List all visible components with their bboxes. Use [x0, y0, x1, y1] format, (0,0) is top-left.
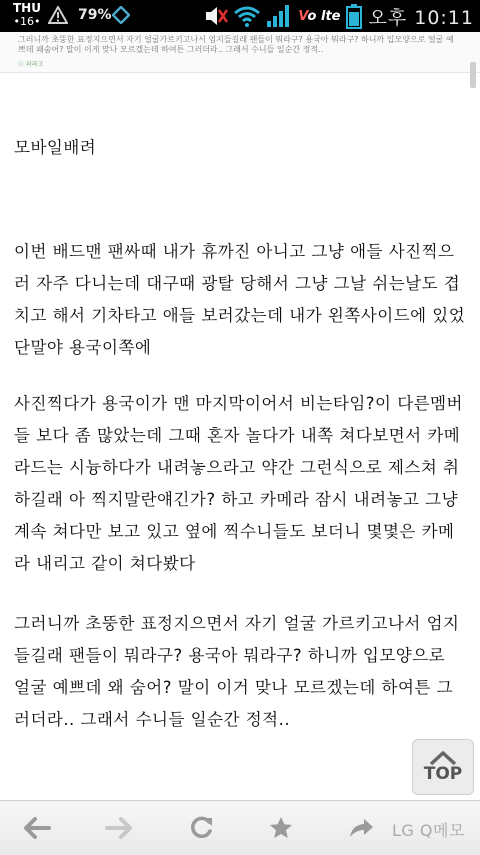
bookmark-star-icon: [268, 815, 294, 841]
article-title: 모바일배려: [14, 138, 97, 157]
network-type: [298, 9, 340, 24]
status-bar: [0, 0, 480, 32]
scroll-to-top-button[interactable]: [412, 739, 474, 795]
back-button[interactable]: [22, 813, 52, 843]
article-paragraph-2: 사진찍다가 용국이가 맨 마지막이어서 비는타임?이 다른멤버들 보다 좀 많았는데 그때 혼자 놀다가 내쪽 쳐다보면서 카메라드는 시늉하다가 내려놓으라고 약간 그런식으로 제스쳐 취하길래 아 찍지말란얘긴가? 하고 카메라 잠시 내려놓고 그냥 계속 쳐다만 보고 있고 옆에 찍수니들도 보더니 몇몇은 카메라 내리고 같이 쳐다봤다: [14, 394, 463, 573]
bookmark-button[interactable]: [266, 813, 296, 843]
back-arrow-icon: [23, 816, 51, 840]
wifi-icon: [234, 5, 260, 27]
warning-icon: [48, 6, 68, 24]
article-paragraph-1: 이번 배드맨 팬싸때 내가 휴까진 아니고 그냥 애들 사진찍으러 자주 다니는데 대구때 광탈 당해서 그냥 그날 쉬는날도 겹치고 해서 기차타고 애들 보러갔는데 내가 왼쪽사이드에 있었단말야 용국이쪽에: [14, 242, 466, 357]
preview-text: 그러니까 초뚱한 표정지으면서 자기 얼굴가르키고나서 엄지들길래 팬들이 뭐라구? 용국아 뭐라구? 하니까 입모양으로 얼굴 예쁘데 왜숨어? 말이 이게 맞나 모르겠는데 하여튼 그러더라.. 그래서 수니들 일순간 정적..: [18, 35, 454, 54]
share-button[interactable]: [346, 813, 376, 843]
status-right-group: [204, 3, 474, 29]
signal-strength-icon: [266, 4, 292, 28]
refresh-button[interactable]: [186, 813, 216, 843]
scroll-to-top-label: TOP: [423, 764, 463, 784]
browser-nav-bar: [0, 800, 480, 855]
day-of-week: THU: [13, 1, 41, 15]
scrollbar-thumb[interactable]: [470, 62, 476, 88]
share-icon: [347, 816, 375, 840]
date-indicator: [10, 2, 44, 28]
qmemo-brand-label[interactable]: LG Q메모: [392, 821, 465, 840]
network-type-v: V: [298, 8, 308, 24]
battery-icon: [346, 3, 362, 29]
volume-mute-icon: [204, 5, 228, 27]
refresh-icon: [188, 815, 214, 841]
battery-percent: 79%: [78, 7, 112, 23]
forward-button[interactable]: [104, 813, 134, 843]
content-preview-strip[interactable]: [0, 32, 480, 73]
day-number: •16•: [13, 15, 41, 28]
clock: 오후 10:11: [368, 6, 474, 29]
forward-arrow-icon: [105, 816, 133, 840]
diamond-icon: [112, 6, 130, 24]
preview-tag: ⓒ 파파고: [18, 61, 44, 68]
network-type-rest: o lte: [307, 8, 341, 24]
article-paragraph-3: 그러니까 초뚱한 표정지으면서 자기 얼굴 가르키고나서 엄지들길래 팬들이 뭐라구? 용국아 뭐라구? 하니까 입모양으로 얼굴 예쁘데 왜 숨어? 말이 이거 맞나 모르겠는데 하여튼 그러더라.. 그래서 수니들 일순간 정적..: [14, 614, 460, 729]
